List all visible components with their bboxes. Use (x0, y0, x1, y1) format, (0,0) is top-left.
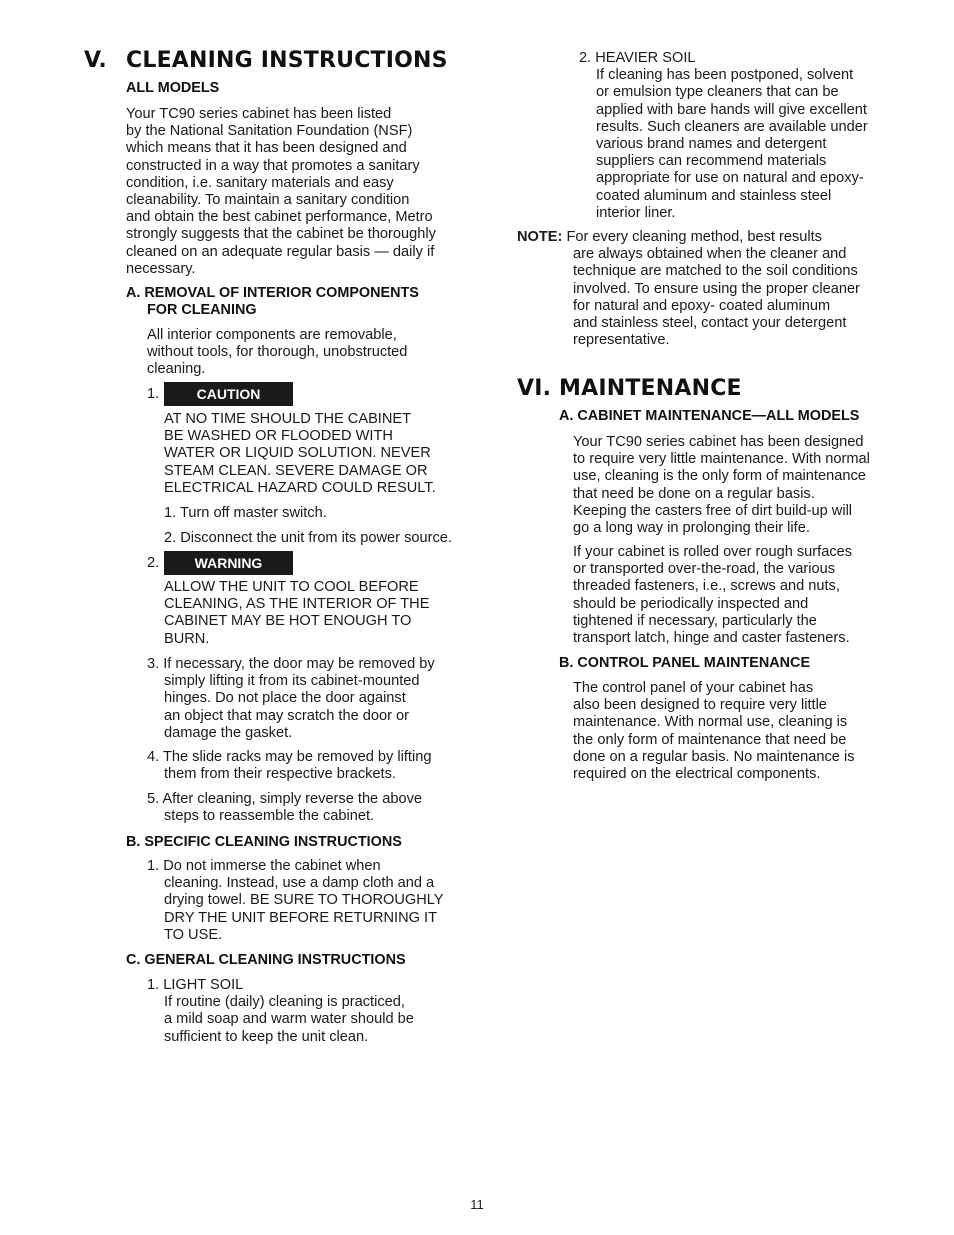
intro-line: Your TC90 series cabinet has been listed (126, 106, 392, 122)
note-text: For every cleaning method, best results (562, 229, 822, 245)
intro-line: by the National Sanitation Foundation (NSF) (126, 123, 413, 140)
note-first-line (517, 229, 860, 246)
page-number: 11 (470, 1197, 484, 1212)
text-line: without tools, for thorough, unobstructed (147, 344, 408, 361)
all-models-heading: ALL MODELS (126, 80, 220, 96)
item-line: 2. HEAVIER SOIL (579, 50, 696, 66)
item-line: a mild soap and warm water should be (164, 1011, 414, 1028)
section-v-title: CLEANING INSTRUCTIONS (126, 48, 448, 73)
text-line: should be periodically inspected and (573, 595, 809, 612)
item-line: them from their respective brackets. (164, 766, 396, 783)
item-line: 4. The slide racks may be removed by lifting (147, 749, 432, 765)
item-line: If routine (daily) cleaning is practiced, (164, 994, 405, 1011)
text-line: transport latch, hinge and caster fasteners. (573, 630, 850, 647)
item-1-number: 1. (147, 386, 160, 402)
item-line: suppliers can recommend materials (596, 153, 827, 170)
caution-line: WATER OR LIQUID SOLUTION. NEVER (164, 445, 431, 462)
item-line: an object that may scratch the door or (164, 707, 409, 724)
warning-line: CLEANING, AS THE INTERIOR OF THE (164, 596, 430, 613)
section-vi-heading (517, 376, 742, 402)
item-line: 1. LIGHT SOIL (147, 977, 244, 993)
item-line: interior liner. (596, 204, 676, 221)
item-line: applied with bare hands will give excellent (596, 101, 867, 118)
intro-line: strongly suggests that the cabinet be thoroughly (126, 226, 436, 243)
caution-label: CAUTION (164, 382, 293, 406)
subsection-b-heading: B. SPECIFIC CLEANING INSTRUCTIONS (126, 834, 402, 850)
text-line: required on the electrical components. (573, 766, 821, 783)
note-label: NOTE: (517, 229, 563, 245)
item-line: DRY THE UNIT BEFORE RETURNING IT (164, 909, 437, 926)
warning-label: WARNING (164, 551, 293, 575)
subsection-c-heading: C. GENERAL CLEANING INSTRUCTIONS (126, 952, 406, 968)
item-line: or emulsion type cleaners that can be (596, 84, 839, 101)
item-line: steps to reassemble the cabinet. (164, 808, 375, 825)
item-line: TO USE. (164, 926, 223, 943)
intro-line: and obtain the best cabinet performance, Metro (126, 209, 433, 226)
caution-line: BE WASHED OR FLOODED WITH (164, 428, 393, 445)
item-line: appropriate for use on natural and epoxy- (596, 170, 864, 187)
intro-paragraph (126, 106, 436, 278)
b-item-1 (147, 858, 444, 944)
item-line: damage the gasket. (164, 724, 293, 741)
maintenance-a-para-2 (573, 544, 852, 647)
maintenance-b-heading: B. CONTROL PANEL MAINTENANCE (559, 655, 811, 671)
subsection-a-line: A. REMOVAL OF INTERIOR COMPONENTS (126, 285, 419, 301)
item-line: If cleaning has been postponed, solvent (596, 67, 854, 84)
maintenance-a-heading: A. CABINET MAINTENANCE—ALL MODELS (559, 408, 860, 424)
caution-text (164, 411, 436, 497)
item-2-number: 2. (147, 555, 160, 571)
intro-line: cleanability. To maintain a sanitary condition (126, 192, 410, 209)
item-line: drying towel. BE SURE TO THOROUGHLY (164, 892, 444, 909)
item-line: sufficient to keep the unit clean. (164, 1028, 369, 1045)
item-line: various brand names and detergent (596, 136, 827, 153)
text-line: All interior components are removable, (147, 327, 397, 343)
warning-text (164, 579, 429, 648)
item-line: cleaning. Instead, use a damp cloth and a (164, 875, 435, 892)
text-line: go a long way in prolonging their life. (573, 520, 810, 537)
text-line: The control panel of your cabinet has (573, 680, 814, 696)
text-line: that need be done on a regular basis. (573, 485, 815, 502)
item-line: 1. Do not immerse the cabinet when (147, 858, 381, 874)
section-v-number: V. (84, 48, 107, 73)
text-line: also been designed to require very little (573, 697, 827, 714)
subsection-a-line: FOR CLEANING (147, 302, 257, 319)
item-3 (147, 656, 435, 742)
item-line: simply lifting it from its cabinet-mounted (164, 673, 420, 690)
maintenance-a-para-1 (573, 434, 870, 537)
warning-line: CABINET MAY BE HOT ENOUGH TO (164, 613, 412, 630)
warning-line: BURN. (164, 630, 210, 647)
note-line: involved. To ensure using the proper cleaner (573, 280, 860, 297)
intro-line: cleaned on an adequate regular basis — daily if (126, 243, 435, 260)
subsection-a-heading (126, 285, 419, 319)
c-item-2 (579, 50, 868, 222)
section-vi-number: VI. (517, 376, 552, 401)
item-4 (147, 749, 431, 783)
text-line: threaded fasteners, i.e., screws and nuts, (573, 578, 840, 595)
item-5 (147, 791, 422, 825)
maintenance-b-para (573, 680, 855, 783)
note-line: and stainless steel, contact your detergent (573, 315, 847, 332)
warning-line: ALLOW THE UNIT TO COOL BEFORE (164, 579, 419, 595)
intro-line: constructed in a way that promotes a sanitary (126, 157, 420, 174)
item-line: coated aluminum and stainless steel (596, 187, 832, 204)
text-line: use, cleaning is the only form of maintenance (573, 468, 866, 485)
note-line: representative. (573, 332, 670, 349)
note-line: technique are matched to the soil conditions (573, 263, 858, 280)
step-1: 1. Turn off master switch. (164, 505, 327, 521)
intro-line: condition, i.e. sanitary materials and easy (126, 174, 394, 191)
intro-line: which means that it has been designed and (126, 140, 407, 157)
c-item-1 (147, 977, 414, 1046)
note-line: for natural and epoxy- coated aluminum (573, 297, 831, 314)
text-line: tightened if necessary, particularly the (573, 612, 817, 629)
note-line: are always obtained when the cleaner and (573, 246, 847, 263)
caution-line: ELECTRICAL HAZARD COULD RESULT. (164, 479, 436, 496)
text-line: cleaning. (147, 361, 206, 378)
text-line: to require very little maintenance. With normal (573, 451, 870, 468)
item-line: 5. After cleaning, simply reverse the above (147, 791, 422, 807)
text-line: done on a regular basis. No maintenance is (573, 748, 855, 765)
intro-line: necessary. (126, 260, 196, 277)
text-line: or transported over-the-road, the various (573, 561, 836, 578)
item-line: 3. If necessary, the door may be removed by (147, 656, 435, 672)
note-block (517, 229, 860, 349)
section-v-heading (84, 48, 448, 74)
caution-line: STEAM CLEAN. SEVERE DAMAGE OR (164, 462, 428, 479)
subsection-a-text (147, 327, 407, 379)
step-2: 2. Disconnect the unit from its power source. (164, 530, 452, 546)
item-line: results. Such cleaners are available under (596, 118, 868, 135)
text-line: maintenance. With normal use, cleaning is (573, 714, 848, 731)
text-line: Keeping the casters free of dirt build-up will (573, 502, 853, 519)
text-line: Your TC90 series cabinet has been designed (573, 434, 864, 450)
text-line: the only form of maintenance that need be (573, 731, 847, 748)
text-line: If your cabinet is rolled over rough surfaces (573, 544, 853, 560)
caution-line: AT NO TIME SHOULD THE CABINET (164, 411, 412, 427)
section-vi-title: MAINTENANCE (559, 376, 742, 401)
item-line: hinges. Do not place the door against (164, 690, 406, 707)
